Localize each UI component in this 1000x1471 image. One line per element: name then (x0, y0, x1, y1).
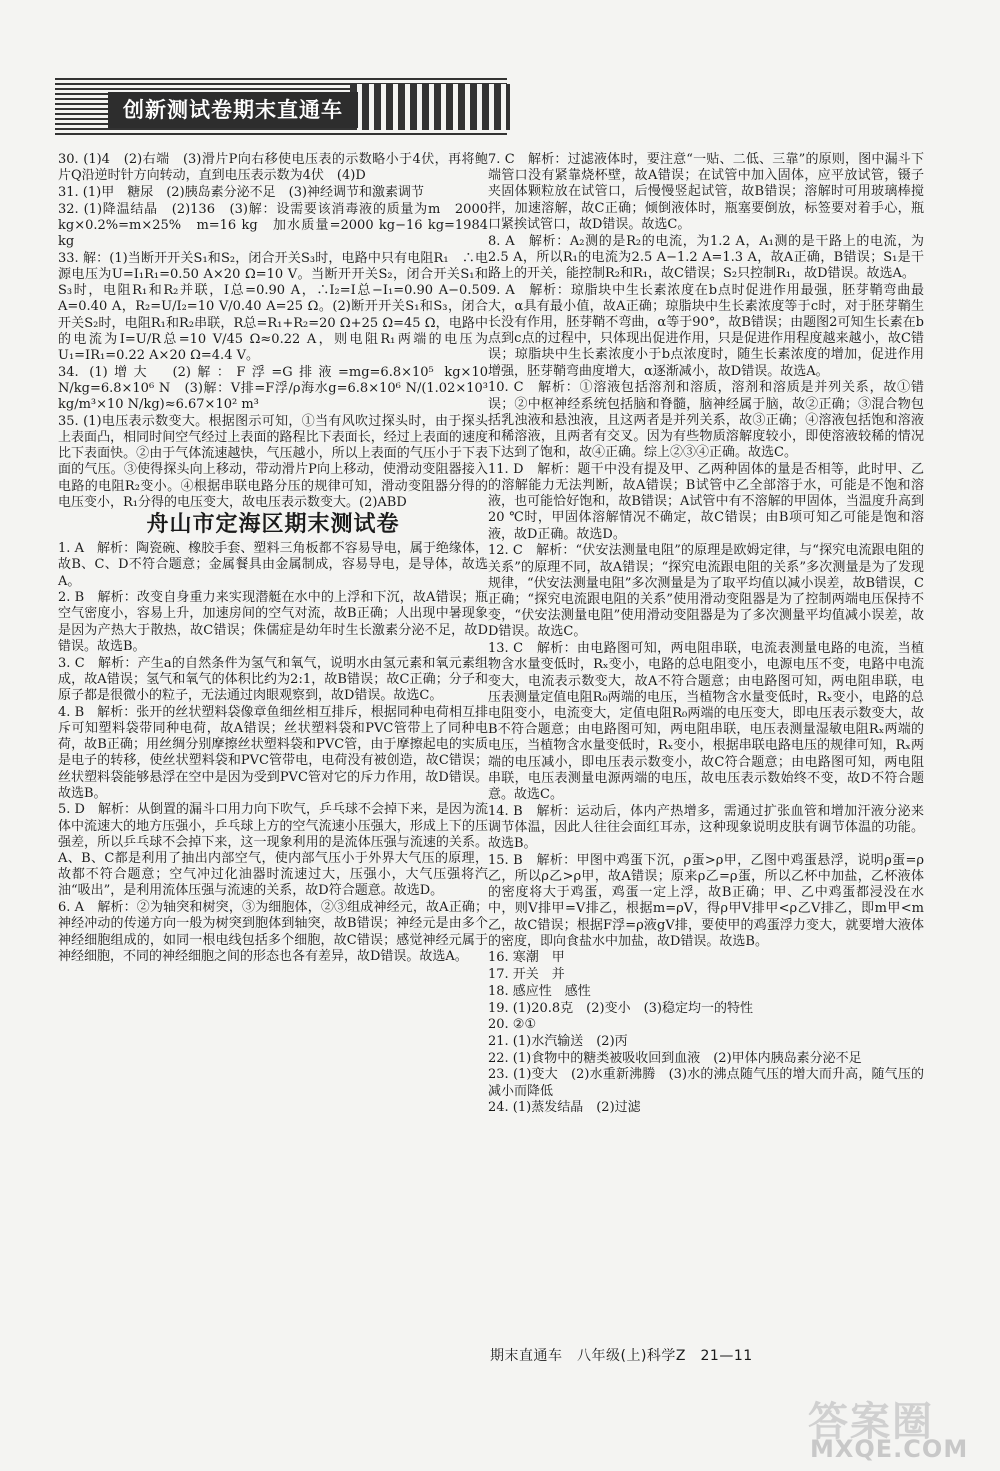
answer-item-20: 20. ②① (488, 1017, 537, 1033)
right-column (488, 152, 924, 1117)
answer-item-7: 7. C 解析：过滤液体时，要注意“一贴、二低、三靠”的原则，图中漏斗下端管口没有紧靠烧杯壁，故A错误；在试管中加入固体，应平放试管，镊子夹固体颗粒放在试管口，后慢慢竖起试管，故B错误；溶解时可用玻璃棒搅拌，加速溶解，故C正确；倾倒液体时，瓶塞要倒放，标签要对着手心，瓶口紧挨试管口，故D错误。故选C。 (488, 152, 924, 232)
answer-item-6: 6. A 解析：②为轴突和树突，③为细胞体，②③组成神经元，故A正确；神经冲动的传递方向一般为树突到胞体到轴突，故B错误；神经元是由多个神经细胞组成的，如同一根电线包括多个细胞，故C错误；感觉神经元属于神经细胞，不同的神经细胞之间的形态也各有差异，故D错误。故选A。 (58, 900, 488, 964)
answer-item-15: 15. B 解析：甲图中鸡蛋下沉，ρ蛋>ρ甲，乙图中鸡蛋悬浮，说明ρ蛋=ρ乙，所以ρ乙>ρ甲，故A错误；原来ρ乙=ρ蛋，所以乙杯中加盐，乙杯液体的密度将大于鸡蛋，鸡蛋一定上浮，故B正确；甲、乙中鸡蛋都浸没在水中，则V排甲=V排乙，根据m=ρV，得ρ甲V排甲<ρ乙V排乙，即m甲<m乙，故C错误；根据F浮=ρ液gV排，要使甲的鸡蛋浮力变大，就要增大液体的密度，即向食盐水中加盐，故D错误。故选B。 (488, 852, 924, 949)
answer-item-1: 1. A 解析：陶瓷碗、橡胶手套、塑料三角板都不容易导电，属于绝缘体，故B、C、D不符合题意；金属餐具由金属制成，容易导电，是导体，故选A。 (58, 541, 488, 589)
answer-item-24: 24. (1)蒸发结晶 (2)过滤 (488, 1100, 641, 1116)
left-column (58, 152, 488, 965)
answer-item-35: 35. (1)电压表示数变大。根据图示可知，①当有风吹过探头时，由于探头上表面凸，相同时间空气经过上表面的路程比下表面长，经过上表面的速度比下表面快。②由于气体流速越快，气压越小，所以上表面的气压小于下表面的气压。③使得探头向上移动，带动滑片P向上移动，使滑动变阻器接入电路的电阻R₂变小。④根据串联电路分压的规律可知，滑动变阻器分得的电压变小，R₁分得的电压变大，故电压表示数变大。(2)ABD (58, 413, 488, 510)
answer-item-10: 10. C 解析：①溶液包括溶剂和溶质，溶剂和溶质是并列关系，故①错误；②中枢神经系统包括脑和脊髓，脑神经属于脑，故②正确；③混合物包括乳浊液和悬浊液，且这两者是并列关系，故③正确；④溶液包括饱和溶液和稀溶液，且两者有交叉。因为有些物质溶解度较小，即使溶液较稀的情况下达到了饱和，故④正确。综上②③④正确。故选C。 (488, 380, 924, 461)
page-footer: 期末直通车 八年级(上)科学Z 21—11 (490, 1348, 753, 1364)
answer-item-13: 13. C 解析：由电路图可知，两电阻串联，电流表测量电路的电流，当植物含水量变低时，Rₓ变小，电路的总电阻变小，电源电压不变，电路中电流变大，电流表示数变大，故A不符合题意；由电路图可知，两电阻串联，电压表测量定值电阻R₀两端的电压，当植物含水量变低时，Rₓ变小，电路的总电阻变小，电流变大，定值电阻R₀两端的电压变大，即电压表示数变大，故B不符合题意；由电路图可知，两电阻串联，电压表测量湿敏电阻Rₓ两端的电压，当植物含水量变低时，Rₓ变小，根据串联电路电压的规律可知，Rₓ两端的电压减小，即电压表示数变小，故C符合题意；由电路图可知，两电阻串联，电压表测量电源两端的电压，故电压表示数始终不变，故D不符合题意。故选C。 (488, 641, 924, 802)
answer-item-19: 19. (1)20.8克 (2)变小 (3)稳定均一的特性 (488, 1000, 753, 1016)
answer-item-5: 5. D 解析：从倒置的漏斗口用力向下吹气，乒乓球不会掉下来，是因为流体中流速大的地方压强小，乒乓球上方的空气流速小压强大，形成上下的压强差，所以乒乓球不会掉下来，这一现象利用的是流体压强与流速的关系。A、B、C都是利用了抽出内部空气，使内部气压小于外界大气压的原理，故都不符合题意；空气冲过化油器时流速过大，压强小，大气压强将汽油“吸出”，是利用流体压强与流速的关系，故D符合题意。故选D。 (58, 802, 488, 899)
answer-item-8: 8. A 解析：A₂测的是R₂的电流，为1.2 A，A₁测的是干路上的电流，为2.5 A，所以R₁的电流为2.5 A−1.2 A=1.3 A，故A正确，B错误；S₁是干路上的开关，能控制R₂和R₁，故C错误；S₂只控制R₁，故D错误。故选A。 (488, 233, 924, 281)
answer-item-23: 23. (1)变大 (2)水重新沸腾 (3)水的沸点随气压的增大而升高，随气压的减小而降低 (488, 1067, 924, 1099)
answer-item-33: 33. 解：(1)当断开开关S₁和S₂，闭合开关S₃时，电路中只有电阻R₁ ∴电源电压为U=I₁R₁=0.50 A×20 Ω=10 V。当断开开关S₂，闭合开关S₁和S₃时，电阻R₁和R₂并联，I总=0.90 A，∴I₂=I总−I₁=0.90 A−0.50 A=0.40 A，R₂=U/I₂=10 V/0.40 A=25 Ω。(2)断开开关S₁和S₃，闭合开关S₂时，电阻R₁和R₂串联，R总=R₁+R₂=20 Ω+25 Ω=45 Ω，电路中的电流为I=U/R总=10 V/45 Ω≈0.22 A，则电阻R₁两端的电压为U₁=IR₁=0.22 A×20 Ω=4.4 V。 (58, 250, 488, 363)
answer-item-17: 17. 开关 并 (488, 967, 565, 983)
answer-item-32: 32. (1)降温结晶 (2)136 (3)解：设需要该消毒液的质量为m 2000 kg×0.2%=m×25% m=16 kg 加水质量=2000 kg−16 kg=1984 kg (58, 201, 488, 250)
section-title: 舟山市定海区期末测试卷 (146, 511, 400, 537)
watermark-url: MXQE.COM (810, 1435, 969, 1463)
answer-item-21: 21. (1)水汽输送 (2)丙 (488, 1033, 628, 1049)
answer-item-11: 11. D 解析：题干中没有提及甲、乙两种固体的量是否相等，此时甲、乙的溶解能力无法判断，故A错误；B试管中乙全部溶于水，可能是不饱和溶液，也可能恰好饱和，故B错误；A试管中有不溶解的甲固体，当温度升高到20 ℃时，甲固体溶解情况不确定，故C错误；由B项可知乙可能是饱和溶液，故D正确。故选D。 (488, 461, 924, 542)
watermark-logo-text: 答案圈 (808, 1399, 934, 1445)
answer-item-34: 34. (1)增大 (2)解：F浮=G排液=mg=6.8×10⁵ kg×10 N/kg=6.8×10⁶ N (3)解：V排=F浮/ρ海水g=6.8×10⁶ N/(1.02×10³ kg/m³×10 N/kg)≈6.67×10² m³ (58, 364, 488, 413)
answer-item-31: 31. (1)甲 糖尿 (2)胰岛素分泌不足 (3)神经调节和激素调节 (58, 184, 425, 200)
answer-item-14: 14. B 解析：运动后，体内产热增多，需通过扩张血管和增加汗液分泌来调节体温，因此人往往会面红耳赤，这种现象说明皮肤有调节体温的功能。故选B。 (488, 803, 924, 852)
answer-item-3: 3. C 解析：产生a的自然条件为氢气和氧气，说明水由氢元素和氧元素组成，故A错误；氢气和氧气的体积比约为2:1，故B错误；故C正确；分子和原子都是很微小的粒子，无法通过肉眼观察到，故D错误。故选C。 (58, 655, 488, 703)
page-header-title: 创新测试卷期末直通车 (108, 92, 358, 128)
answer-item-18: 18. 感应性 感性 (488, 983, 591, 999)
answer-item-16: 16. 寒潮 甲 (488, 950, 565, 966)
answer-item-4: 4. B 解析：张开的丝状塑料袋像章鱼细丝相互排斥，根据同种电荷相互排斥可知塑料袋带同种电荷，故A错误；丝状塑料袋和PVC管带上了同种电荷，故B正确；用丝绸分别摩擦丝状塑料袋和PVC管，由于摩擦起电的实质是电子的转移，使丝状塑料袋和PVC管带电，电荷没有被创造，故C错误；丝状塑料袋能够悬浮在空中是因为受到PVC管对它的斥力作用，故D错误。故选B。 (58, 704, 488, 801)
answer-item-12: 12. C 解析：“伏安法测量电阻”的原理是欧姆定律，与“探究电流跟电阻的关系”的原理不同，故A错误；“探究电流跟电阻的关系”多次测量是为了发现规律，“伏安法测量电阻”多次测量是为了取平均值以减小误差，故B错误，C正确；“探究电流跟电阻的关系”使用滑动变阻器是为了控制两端电压保持不变，“伏安法测量电阻”使用滑动变阻器是为了多次测量平均值减小误差，故D错误。故选C。 (488, 543, 924, 640)
answer-item-2: 2. B 解析：改变自身重力来实现潜艇在水中的上浮和下沉，故A错误；瓶空气密度小，容易上升，加速房间的空气对流，故B正确；人出现中暑现象是因为产热大于散热，故C错误；侏儒症是幼年时生长激素分泌不足，故D错误。故选B。 (58, 590, 488, 654)
answer-item-30: 30. (1)4 (2)右端 (3)滑片P向右移使电压表的示数略小于4伏，再将鲍片Q沿逆时针方向转动，直到电压表示数为4伏 (4)D (58, 152, 488, 184)
answer-item-22: 22. (1)食物中的糖类被吸收回到血液 (2)甲体内胰岛素分泌不足 (488, 1050, 862, 1066)
header-stripes (350, 84, 510, 130)
answer-item-9: 9. A 解析：琼脂块中生长素浓度在b点时促进作用最强，胚芽鞘弯曲最大，α具有最小值，故A正确；琼脂块中生长素浓度等于c时，对于胚芽鞘生长没有作用，胚芽鞘不弯曲，α等于90°，故B错误；由题图2可知生长素在b点到c点的过程中，只体现出促进作用，只是促进作用程度越来越小，故C错误；琼脂块中生长素浓度小于b点浓度时，随生长素浓度的增加，促进作用增强，胚芽鞘弯曲度增大，α逐渐减小，故D错误。故选A。 (488, 282, 924, 379)
